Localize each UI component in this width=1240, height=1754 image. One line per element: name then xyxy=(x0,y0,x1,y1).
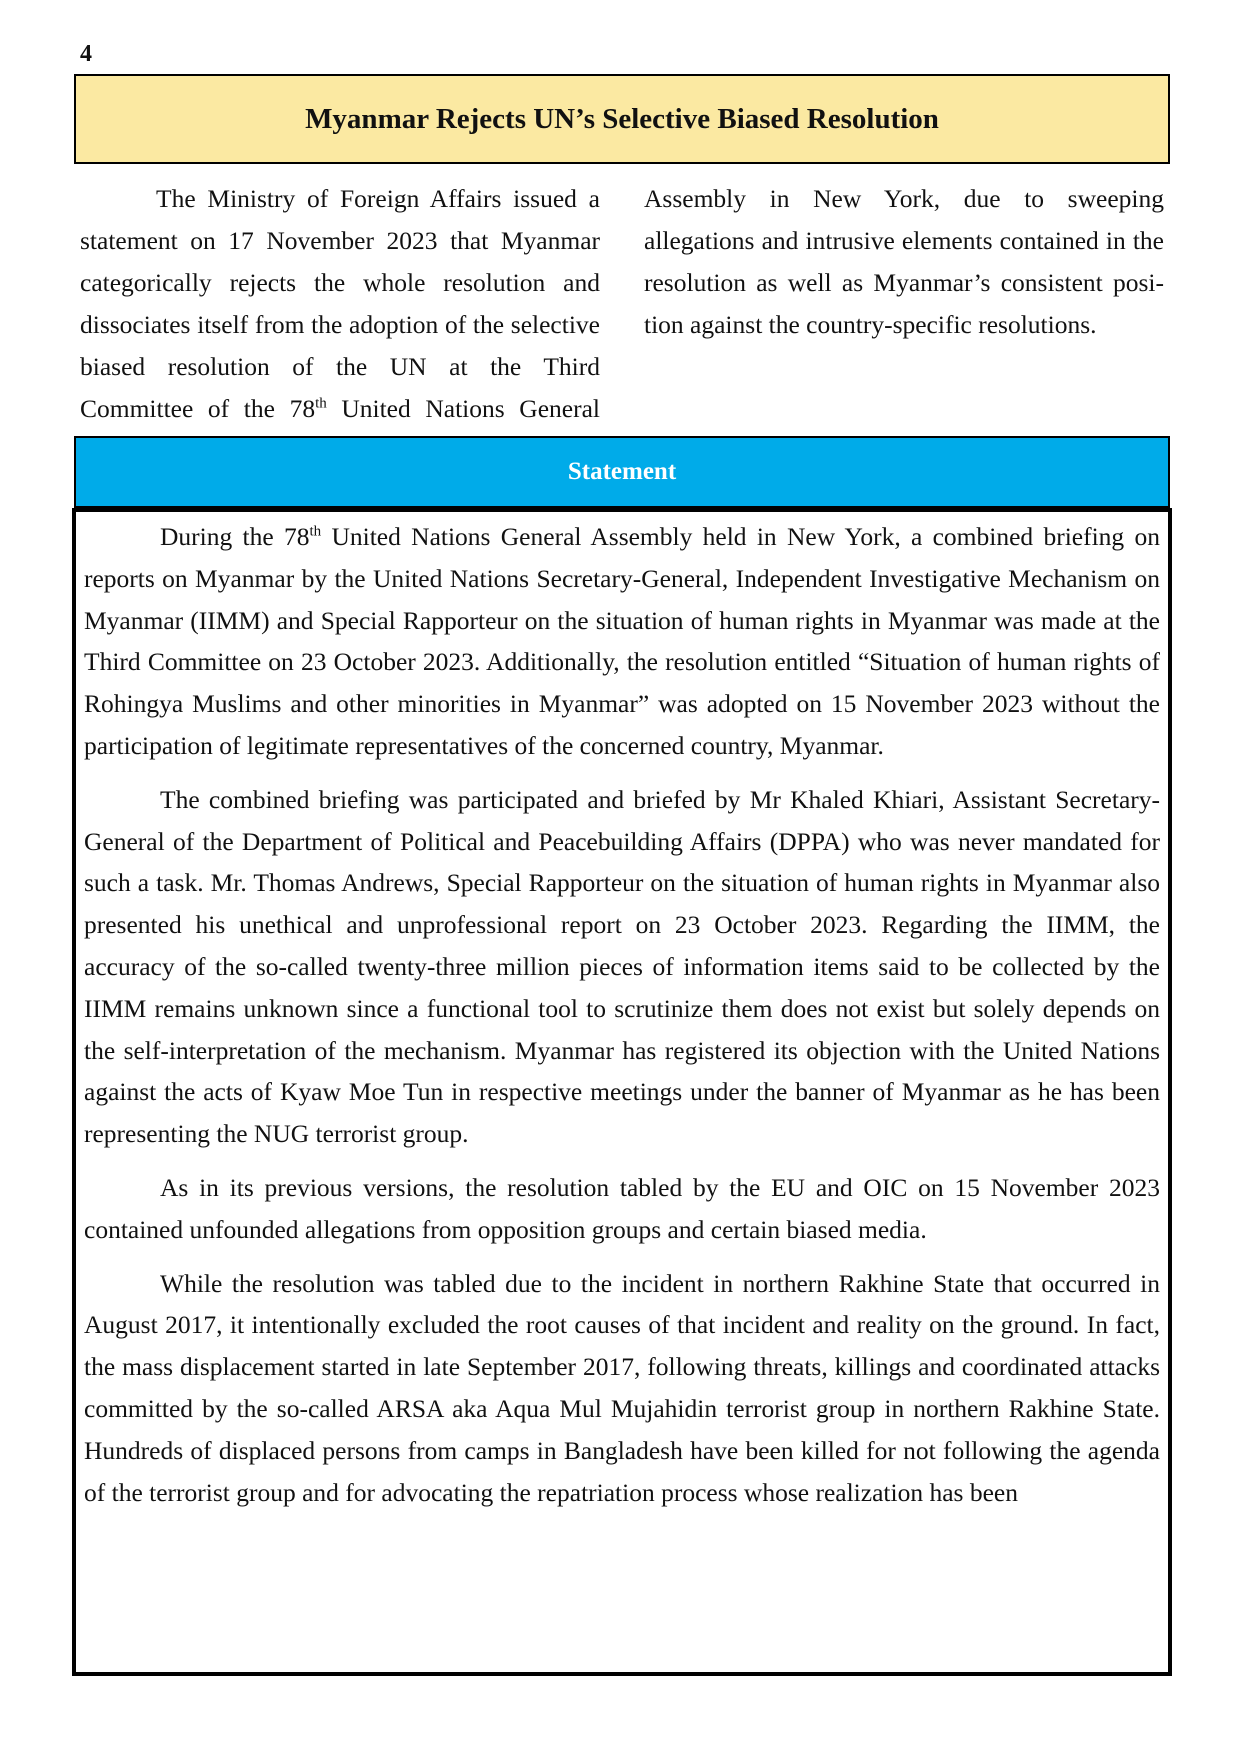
intro-text-part2: United Nations General Assembly in New York, due to sweeping allegations and intrusive elements contained in the resolution as well as Myanmar’s consistent position against the country-specific resolutions. xyxy=(326,184,1164,423)
article-title-box xyxy=(74,74,1170,164)
statement-paragraph-3: As in its previous versions, the resolution tabled by the EU and OIC on 15 November 2023 contained unfounded allegations from opposition groups and certain biased media. xyxy=(84,1172,1160,1244)
intro-text-part1: The Ministry of Foreign Affairs issued a statement on 17 November 2023 that Myanmar categorically rejects the whole resolution and dissociates itself from the adoption of the selective biased resolution of the UN at the Third Committee of the xyxy=(80,184,600,423)
page-number: 4 xyxy=(80,41,92,67)
statement-heading: Statement xyxy=(567,458,677,485)
intro-text xyxy=(80,178,1164,430)
statement-p1-ordinal-suffix: th xyxy=(309,523,322,540)
intro-ordinal: 78 xyxy=(289,394,316,423)
statement-paragraph-2: The combined briefing was participated and briefed by Mr Khaled Khiari, Assistant Secretary-General of the Department of Political and Peacebuilding Affairs (DPPA) who was never mandated for such a task. Mr. Thomas Andrews, Special Rapporteur on the situation of human rights in Myanmar also presented his unethical and unprofessional report on 23 October 2023. Regarding the IIMM, the accuracy of the so-called twenty-three million pieces of information items said to be collected by the IIMM remains unknown since a functional tool to scrutinize them does not exist but solely depends on the self-interpretation of the mechanism. Myanmar has registered its objection with the United Nations against the acts of Kyaw Moe Tun in respective meetings under the banner of Myanmar as he has been representing the NUG terrorist group. xyxy=(84,784,1160,1149)
statement-header xyxy=(74,436,1170,508)
statement-p1-start: During the 78 xyxy=(160,522,310,551)
statement-paragraph-4: While the resolution was tabled due to the incident in northern Rakhine State that occurred in August 2017, it intentionally excluded the root causes of that incident and reality on the ground. In fact, the mass displacement started in late September 2017, following threats, killings and coordinated attacks committed by the so-called ARSA aka Aqua Mul Mujahidin terrorist group in northern Rakhine State. Hundreds of displaced persons from camps in Bangladesh have been killed for not following the agenda of the terrorist group and for advocating the repatriation process whose realization has been xyxy=(84,1268,1160,1507)
article-title: Myanmar Rejects UN’s Selective Biased Resolution xyxy=(305,103,939,135)
intro-ordinal-suffix: th xyxy=(315,395,327,412)
intro-paragraph xyxy=(80,178,1164,430)
statement-body xyxy=(72,508,1172,1676)
statement-paragraph-1 xyxy=(84,516,1160,767)
statement-p1-rest: United Nations General Assembly held in New York, a combined briefing on reports on Myanmar by the United Nations Secretary-General, Independent Investigative Mechanism on Myanmar (IIMM) and Special Rapporteur on the situation of human rights in Myanmar was made at the Third Committee on 23 October 2023. Additionally, the resolution entitled “Situation of human rights of Rohingya Muslims and other minorities in Myanmar” was adopted on 15 November 2023 without the participation of legitimate representatives of the concerned country, Myanmar. xyxy=(84,522,1160,760)
